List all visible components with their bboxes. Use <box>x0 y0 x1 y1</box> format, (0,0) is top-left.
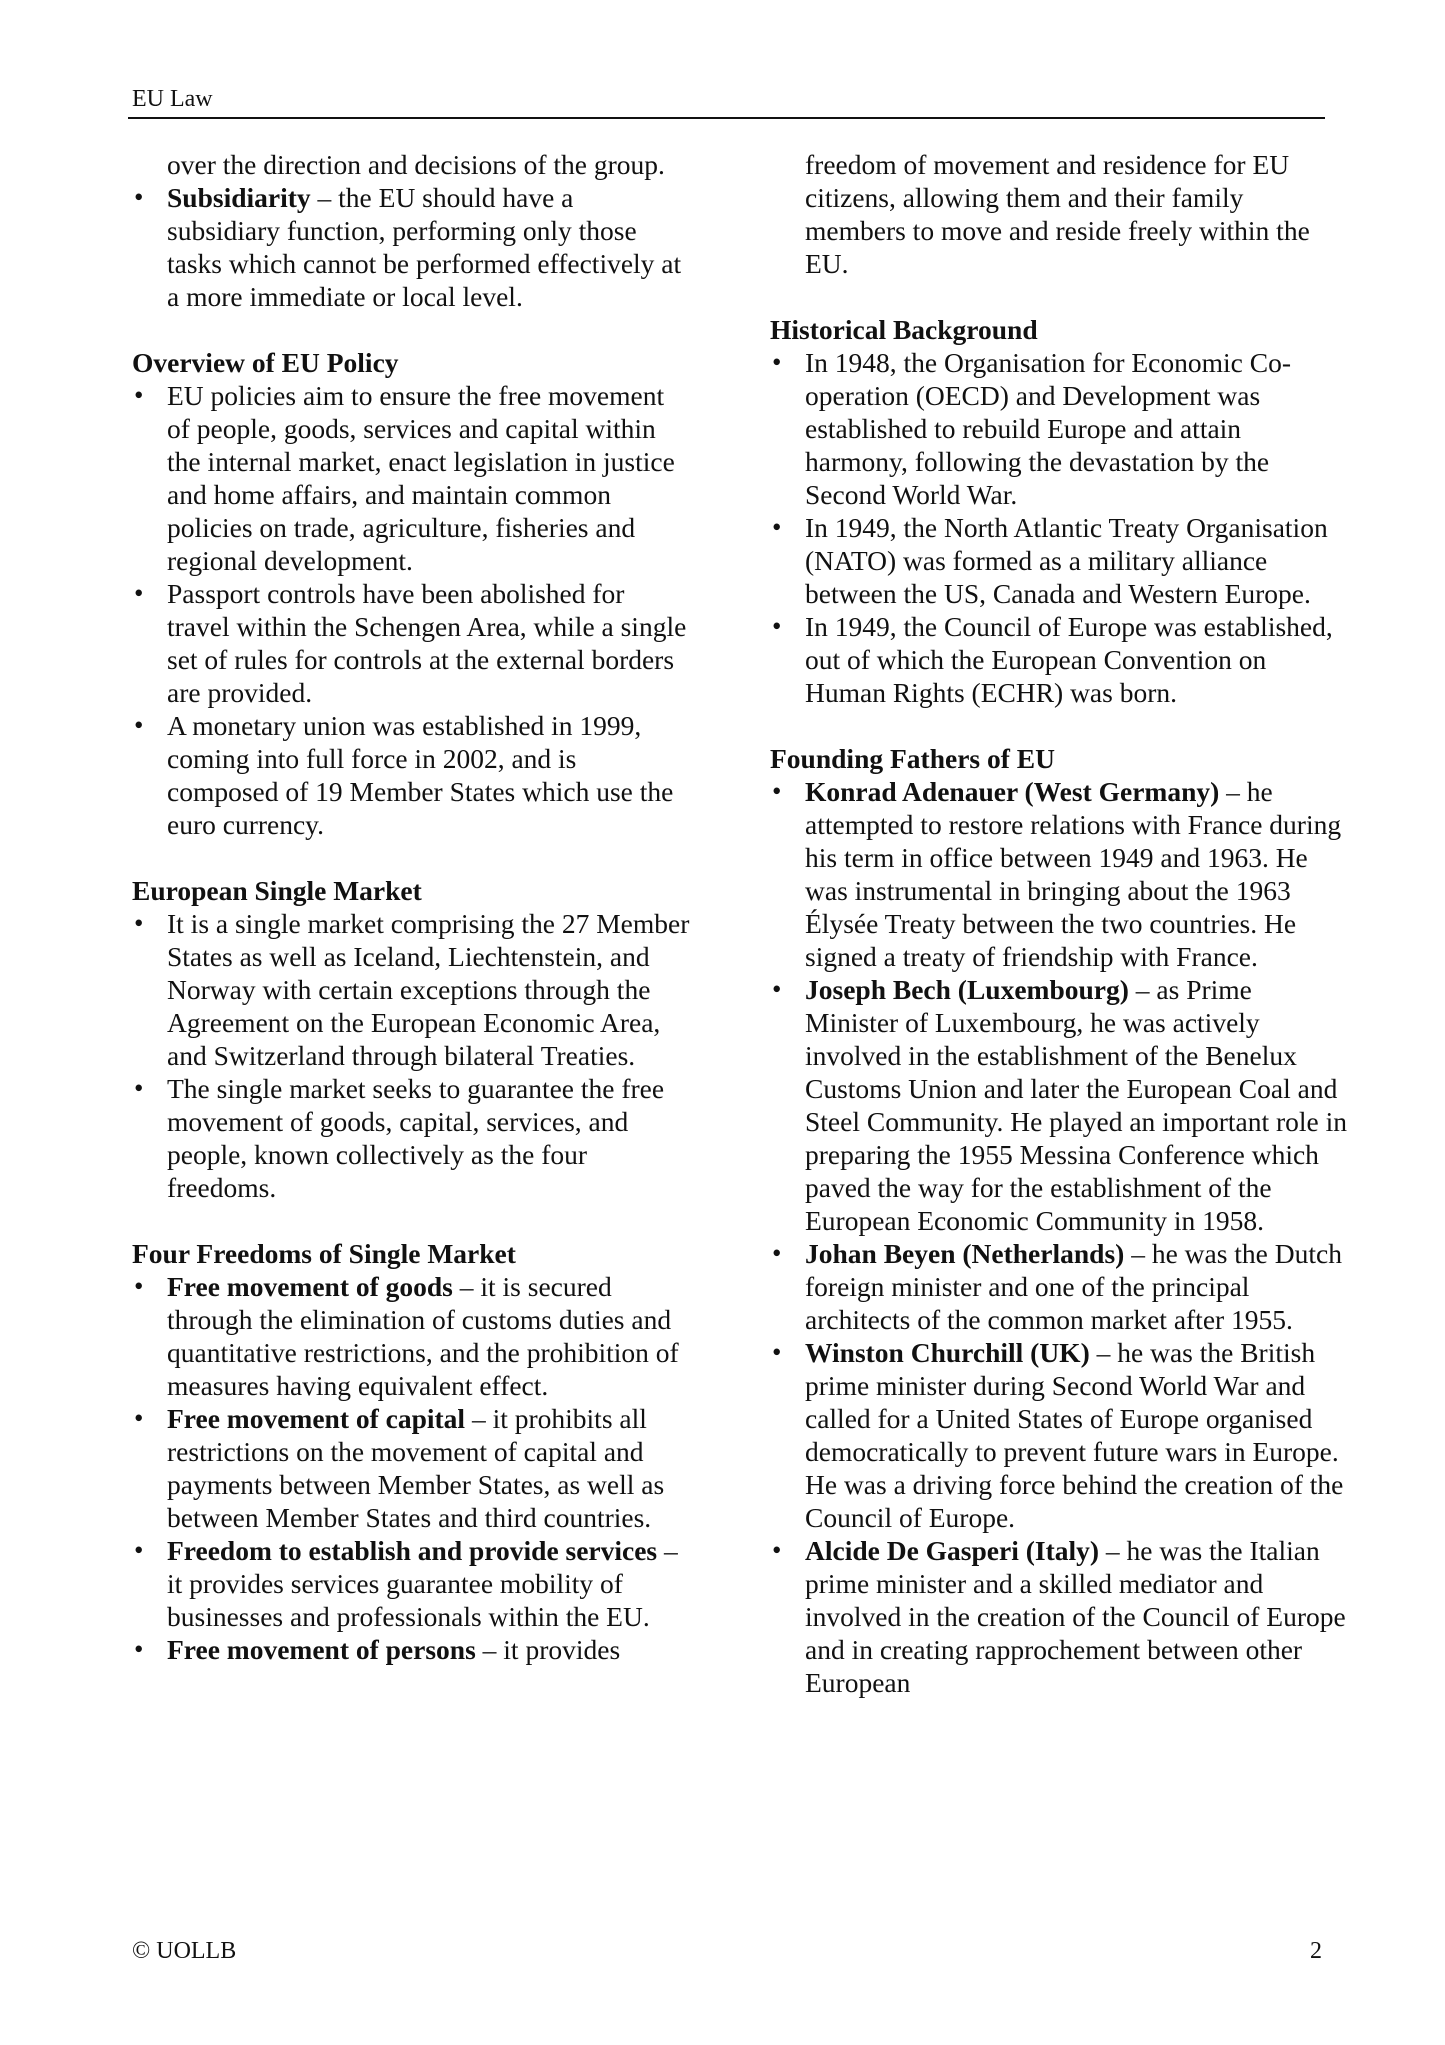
term: Winston Churchill (UK) <box>805 1337 1090 1368</box>
founding-fathers-list <box>770 775 1350 1699</box>
bullet-icon: • <box>772 776 782 806</box>
list-item <box>770 1534 1350 1699</box>
bullet-icon: • <box>134 908 144 938</box>
continuation-text: over the direction and decisions of the group. <box>167 149 665 180</box>
bullet-icon: • <box>134 1403 144 1433</box>
bullet-icon: • <box>134 1271 144 1301</box>
copyright-notice: © UOLLB <box>132 1938 237 1964</box>
list-item <box>132 1633 692 1666</box>
section-heading: Four Freedoms of Single Market <box>132 1238 516 1269</box>
list-item <box>132 577 692 709</box>
list-item <box>132 1534 692 1633</box>
principles-list <box>132 181 692 313</box>
page-header <box>128 86 1325 119</box>
item-text: In 1949, the Council of Europe was established, out of which the European Convention on Human Rights (ECHR) was born. <box>805 611 1333 708</box>
bullet-icon: • <box>134 1535 144 1565</box>
list-item <box>770 775 1350 973</box>
definition: – it is secured through the elimination of customs duties and quantitative restrictions, and the prohibition of measures having equivalent effect. <box>167 1271 679 1401</box>
item-text: Passport controls have been abolished for travel within the Schengen Area, while a single set of rules for controls at the external borders are provided. <box>167 578 687 708</box>
list-item <box>132 709 692 841</box>
definition: – it prohibits all restrictions on the movement of capital and payments between Member States, as well as between Member States and third countries. <box>167 1403 665 1533</box>
bullet-icon: • <box>134 380 144 410</box>
list-item <box>770 610 1350 709</box>
definition: – it provides <box>475 1634 621 1665</box>
list-item <box>132 1072 692 1204</box>
section-heading: Founding Fathers of EU <box>770 743 1055 774</box>
item-text: In 1949, the North Atlantic Treaty Organisation (NATO) was formed as a military alliance between the US, Canada and Western Europe. <box>805 512 1328 609</box>
term: Free movement of persons <box>167 1634 476 1665</box>
list-item <box>770 1336 1350 1534</box>
single-market-list <box>132 907 692 1204</box>
four-freedoms-list <box>132 1270 692 1666</box>
bullet-icon: • <box>772 1238 782 1268</box>
definition: – the EU should have a subsidiary function, performing only those tasks which cannot be performed effectively at a more immediate or local level. <box>167 182 682 312</box>
bullet-icon: • <box>772 974 782 1004</box>
continuation-text: freedom of movement and residence for EU citizens, allowing them and their family members to move and reside freely within the EU. <box>805 149 1310 279</box>
term: Free movement of capital <box>167 1403 466 1434</box>
page-number: 2 <box>1310 1938 1322 1964</box>
term: Freedom to establish and provide services <box>167 1535 658 1566</box>
item-text: In 1948, the Organisation for Economic Co-operation (OECD) and Development was established to rebuild Europe and attain harmony, following the devastation by the Second World War. <box>805 347 1291 510</box>
list-item <box>770 973 1350 1237</box>
item-text: A monetary union was established in 1999, coming into full force in 2002, and is composed of 19 Member States which use the euro currency. <box>167 710 674 840</box>
definition: – as Prime Minister of Luxembourg, he was actively involved in the establishment of the Benelux Customs Union and later the European Coal and Steel Community. He played an important role in preparing the 1955 Messina Conference which paved the way for the establishment of the European Economic Community in 1958. <box>805 974 1347 1236</box>
term: Subsidiarity <box>167 182 311 213</box>
list-item <box>770 346 1350 511</box>
list-item <box>132 907 692 1072</box>
definition: – he was the Dutch foreign minister and one of the principal architects of the common market after 1955. <box>805 1238 1342 1335</box>
bullet-icon: • <box>772 512 782 542</box>
section-heading: Historical Background <box>770 314 1038 345</box>
bullet-icon: • <box>134 710 144 740</box>
term: Free movement of goods <box>167 1271 453 1302</box>
item-text: The single market seeks to guarantee the free movement of goods, capital, services, and people, known collectively as the four freedoms. <box>167 1073 665 1203</box>
definition: – it provides services guarantee mobility of businesses and professionals within the EU. <box>167 1535 678 1632</box>
definition: – he was the British prime minister during Second World War and called for a United States of Europe organised democratically to prevent future wars in Europe. He was a driving force behind the creation of the Council of Europe. <box>805 1337 1344 1533</box>
definition: – he attempted to restore relations with France during his term in office between 1949 and 1963. He was instrumental in bringing about the 1963 Élysée Treaty between the two countries. He signed a treaty of friendship with France. <box>805 776 1342 972</box>
list-item <box>132 379 692 577</box>
bullet-icon: • <box>772 1535 782 1565</box>
list-item <box>132 181 692 313</box>
section-heading: Overview of EU Policy <box>132 347 399 378</box>
definition: – he was the Italian prime minister and a skilled mediator and involved in the creation of the Council of Europe and in creating rapprochement between other European <box>805 1535 1346 1698</box>
eu-policy-list <box>132 379 692 841</box>
item-text: EU policies aim to ensure the free movement of people, goods, services and capital within the internal market, enact legislation in justice and home affairs, and maintain common policies on trade, agriculture, fisheries and regional development. <box>167 380 675 576</box>
bullet-icon: • <box>772 347 782 377</box>
bullet-icon: • <box>134 1073 144 1103</box>
bullet-icon: • <box>134 1634 144 1664</box>
list-item <box>132 1402 692 1534</box>
term: Joseph Bech (Luxembourg) <box>805 974 1129 1005</box>
list-item <box>132 1270 692 1402</box>
list-item <box>770 511 1350 610</box>
term: Konrad Adenauer (West Germany) <box>805 776 1220 807</box>
list-item <box>770 1237 1350 1336</box>
bullet-icon: • <box>772 1337 782 1367</box>
section-heading: European Single Market <box>132 875 422 906</box>
item-text: It is a single market comprising the 27 Member States as well as Iceland, Liechtenstein, and Norway with certain exceptions through the Agreement on the European Economic Area, and Switzerland through bilateral Treaties. <box>167 908 690 1071</box>
term: Alcide De Gasperi (Italy) <box>805 1535 1100 1566</box>
right-column <box>770 148 1350 1699</box>
document-title: EU Law <box>132 86 213 112</box>
bullet-icon: • <box>134 182 144 212</box>
historical-background-list <box>770 346 1350 709</box>
term: Johan Beyen (Netherlands) <box>805 1238 1125 1269</box>
bullet-icon: • <box>772 611 782 641</box>
bullet-icon: • <box>134 578 144 608</box>
left-column <box>132 148 692 1666</box>
